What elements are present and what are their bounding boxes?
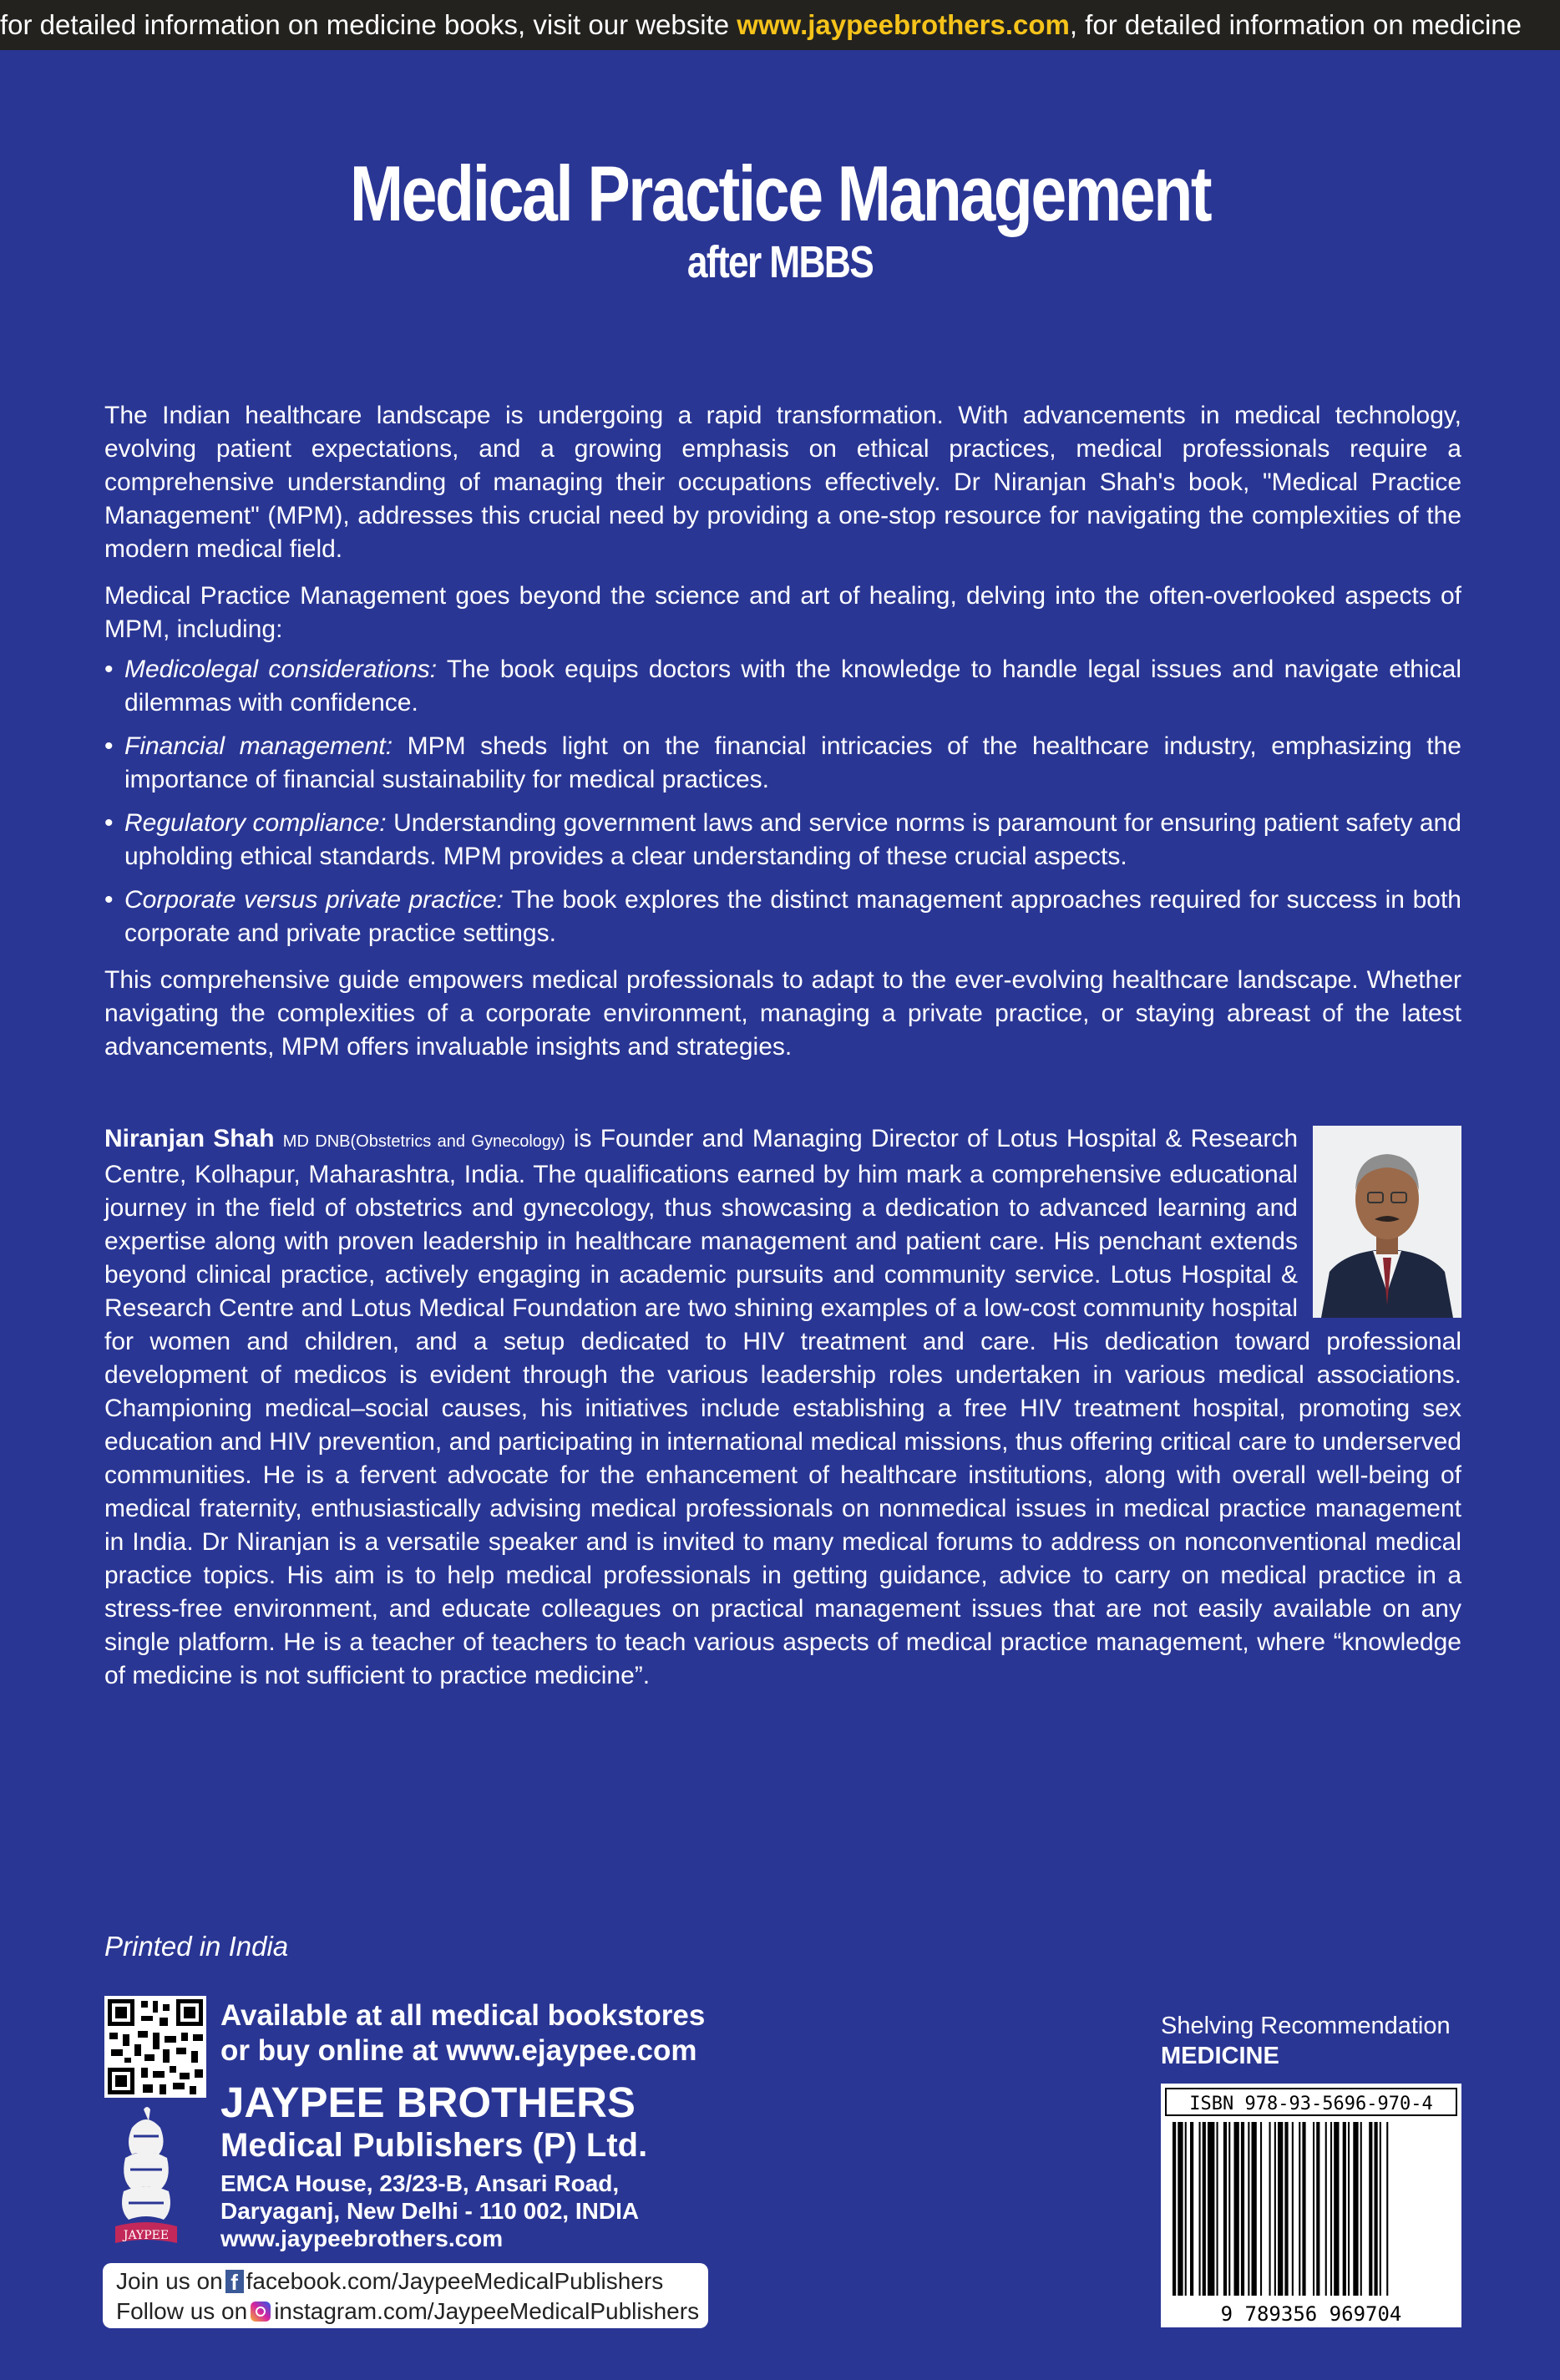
barcode-bar — [1313, 2122, 1314, 2296]
instagram-link[interactable]: instagram.com/JaypeeMedicalPublishers — [274, 2298, 700, 2324]
barcode-bar — [1353, 2122, 1358, 2296]
barcode-bar — [1343, 2122, 1346, 2296]
barcode-bar — [1241, 2122, 1244, 2296]
book-subtitle: after MBBS — [686, 237, 874, 287]
bullet-term: Financial management: — [124, 732, 393, 760]
list-item — [104, 653, 1461, 720]
isbn-barcode — [1161, 2084, 1461, 2327]
bullet-term: Medicolegal considerations: — [124, 656, 438, 683]
publisher-logo — [100, 2103, 192, 2251]
publisher-name-line2: Medical Publishers (P) Ltd. — [220, 2127, 648, 2164]
author-qualifications: MD DNB(Obstetrics and Gynecology) — [282, 1132, 565, 1151]
banner-website-link[interactable]: www.jaypeebrothers.com — [737, 9, 1070, 40]
list-item — [104, 807, 1461, 874]
barcode-bar — [1348, 2122, 1350, 2296]
author-portrait-icon — [1313, 1126, 1461, 1318]
description-paragraph: Medical Practice Management goes beyond the science and art of healing, delving into the often-overlooked aspects of MPM, including: — [104, 582, 1461, 643]
barcode-bar — [1292, 2122, 1294, 2296]
title-block — [0, 149, 1560, 289]
book-description — [104, 399, 1461, 1077]
follow-label: Follow us on — [116, 2298, 248, 2324]
qr-code — [104, 1996, 206, 2098]
barcode-bar — [1208, 2122, 1214, 2296]
author-name: Niranjan Shah — [104, 1125, 275, 1152]
author-photo — [1313, 1126, 1461, 1318]
barcode-bar — [1199, 2122, 1201, 2296]
topics-list — [104, 653, 1461, 950]
list-item — [104, 730, 1461, 797]
barcode-bar — [1299, 2122, 1300, 2296]
top-banner — [0, 0, 1560, 50]
list-item — [104, 884, 1461, 950]
barcode-bar — [1360, 2122, 1362, 2296]
shelving-label: Shelving Recommendation — [1161, 2013, 1451, 2039]
qr-code-icon — [104, 1996, 206, 2098]
bullet-text: The book equips doctors with the knowledge to handle legal issues and navigate ethical dilemmas with confidence. — [124, 656, 1461, 717]
barcode-bar — [1302, 2122, 1305, 2296]
barcode-bar — [1278, 2122, 1283, 2296]
barcode-bar — [1386, 2122, 1388, 2296]
bullet-text: The book explores the distinct management approaches required for success in both corporate and private practice settings. — [124, 886, 1461, 947]
isbn-digits: 9 789356 969704 — [1220, 2302, 1402, 2326]
barcode-bar — [1325, 2122, 1327, 2296]
availability-line: Available at all medical bookstores — [220, 1999, 706, 2032]
barcode-bar — [1274, 2122, 1276, 2296]
barcode-bar — [1223, 2122, 1227, 2296]
description-paragraph: The Indian healthcare landscape is undergoing a rapid transformation. With advancements in medical technology, evolving patient expectations, and a growing emphasis on ethical practices, medical professionals require a comprehensive understanding of managing their occupations effectively. Dr Niranjan Shah's book, "Medical Practice Management" (MPM), addresses this crucial need by providing a one-stop resource for navigating the complexities of the modern medical field. — [104, 402, 1461, 563]
join-label: Join us on — [116, 2268, 223, 2294]
facebook-icon: f — [225, 2270, 244, 2293]
description-paragraph: This comprehensive guide empowers medical professionals to adapt to the ever-evolving healthcare landscape. Whether navigating the complexities of a corporate environment, managing a private practice, or staying abreast of the latest advancements, MPM offers invaluable insights and strategies. — [104, 966, 1461, 1061]
facebook-row — [116, 2266, 708, 2296]
barcode-bar — [1217, 2122, 1218, 2296]
barcode-bar — [1330, 2122, 1332, 2296]
bullet-text: MPM sheds light on the financial intricacies of the healthcare industry, emphasizing the importance of financial sustainability for medical practices. — [124, 732, 1461, 793]
publisher-address-line2: Daryaganj, New Delhi - 110 002, INDIA — [220, 2198, 640, 2224]
instagram-icon — [251, 2302, 271, 2322]
social-links — [103, 2263, 708, 2328]
barcode-bar — [1173, 2122, 1176, 2296]
barcode-bar — [1369, 2122, 1372, 2296]
barcode-bar — [1248, 2122, 1249, 2296]
barcode-bar — [1190, 2122, 1193, 2296]
author-bio-text: is Founder and Managing Director of Lotus Hospital & Research Centre, Kolhapur, Maharashtra, India. The qualifications earned by him mark a comprehensive educational journey in the field of obstetrics and gynecology, thus showcasing a dedication to advanced learning and expertise along with proven leadership in healthcare management and patient care. His penchant extends beyond clinical practice, actively engaging in academic pursuits and community service. Lotus Hospital & Research Centre and Lotus Medical Foundation are two shining examples of a low-cost community hospital for women and children, and a setup dedicated to HIV treatment and care. His dedication toward professional development of medicos is evident through the various leadership roles undertaken in various medical associations. Championing medical–social causes, his initiatives include establishing a free HIV treatment hospital, promoting sex education and HIV prevention, and participating in international medical missions, thus offering critical care to underserved communities. He is a fervent advocate for the enhancement of healthcare institutions, along with overall well-being of medical fraternity, enthusiastically advising medical professionals on nonmedical issues in medical practice management in India. Dr Niranjan is a versatile speaker and is invited to many medical forums to address on nonconventional medical practice topics. His aim is to help medical professionals in getting guidance, advice to carry on medical practice in a stress-free environment, and educate colleagues on practical management issues that are not easily available on any single platform. He is a teacher of teachers to teach various aspects of medical practice management, where “knowledge of medicine is not sufficient to practice medicine”. — [104, 1125, 1461, 1689]
barcode-bar — [1178, 2122, 1183, 2296]
barcode-bar — [1269, 2122, 1271, 2296]
barcode-bar — [1234, 2122, 1239, 2296]
printed-in: Printed in India — [104, 1931, 289, 1962]
barcode-bar — [1260, 2122, 1262, 2296]
banner-prefix: for detailed information on medicine books, visit our website — [0, 9, 737, 40]
barcode-bar — [1284, 2122, 1288, 2296]
isbn-text: ISBN 978-93-5696-970-4 — [1189, 2094, 1433, 2114]
publisher-website[interactable]: www.jaypeebrothers.com — [220, 2226, 504, 2251]
publisher-address: EMCA House, 23/23-B, Ansari Road, — [220, 2170, 620, 2196]
logo-text: JAYPEE — [123, 2229, 170, 2242]
barcode-bar — [1334, 2122, 1339, 2296]
barcode-bar — [1380, 2122, 1381, 2296]
barcode-bar — [1203, 2122, 1206, 2296]
barcode-bar — [1228, 2122, 1230, 2296]
instagram-row — [116, 2296, 708, 2327]
availability-info — [220, 1998, 705, 2069]
publisher-name: JAYPEE BROTHERS — [220, 2079, 636, 2126]
barcode-bar — [1316, 2122, 1319, 2296]
barcode-bar — [1252, 2122, 1257, 2296]
bullet-text: Understanding government laws and service norms is paramount for ensuring patient safety and upholding ethical standards. MPM provides a clear understanding of these crucial aspects. — [124, 809, 1461, 870]
barcode-bar — [1185, 2122, 1187, 2296]
availability-link[interactable]: or buy online at www.ejaypee.com — [220, 2034, 697, 2067]
bullet-term: Regulatory compliance: — [124, 809, 387, 837]
barcode-icon — [1161, 2084, 1461, 2327]
publisher-info — [220, 2079, 647, 2252]
barcode-bar — [1375, 2122, 1378, 2296]
shelving-category: MEDICINE — [1161, 2043, 1279, 2069]
facebook-link[interactable]: facebook.com/JaypeeMedicalPublishers — [246, 2268, 664, 2294]
author-bio — [104, 1122, 1461, 1693]
shelving-recommendation — [1161, 2011, 1451, 2071]
banner-suffix: , for detailed information on medicine — [1069, 9, 1522, 40]
bullet-term: Corporate versus private practice: — [124, 886, 504, 914]
book-title: Medical Practice Management — [349, 149, 1211, 237]
jaypee-logo-icon — [100, 2103, 192, 2251]
